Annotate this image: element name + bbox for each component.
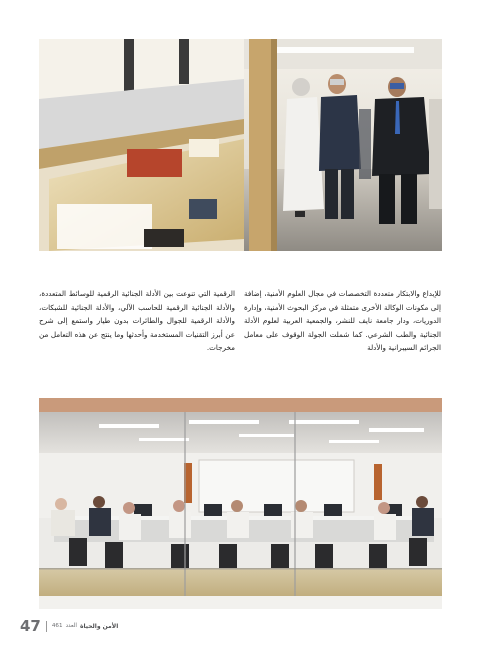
photo-tour-gallery [39, 39, 442, 251]
article-column-right: للإبداع والابتكار متعددة التخصصات في مجال العلوم الأمنية، إضافة إلى مكونات الوكالة الأخرى متمثلة في مركز البحوث الأمنية، وإدارة الدوريات، ودار جامعة نايف للنشر، والجمعية العربية لعلوم الأدلة الجنائية والطب الشرعي. كما شملت الجولة الوقوف على معامل الجرائم السيبرانية والأدلة [244, 289, 441, 353]
photo-tour-gallery-image [39, 39, 442, 251]
article-column-left: الرقمية التي تنوعت بين الأدلة الجنائية الرقمية للوسائط المتعددة، والأدلة الجنائية الرقمية للحاسب الآلي، والأدلة الجنائية للشبكات، والأدلة الرقمية للجوال والطائرات بدون طيار واستمع إلى شرح عن أبرز التقنيات المستخدمة وأحدثها وما ينتج عن هذه التعامل من مخرجات. [39, 289, 235, 353]
photo-forensics-lab [39, 398, 442, 609]
issue-label: العدد [65, 623, 77, 629]
photo-forensics-lab-image [39, 398, 442, 609]
page-footer [20, 616, 460, 636]
page-number: 47 [20, 616, 41, 635]
footer-divider [46, 621, 47, 632]
issue-number: 461 [51, 623, 63, 629]
magazine-title: الأمن والحياة [79, 622, 119, 630]
